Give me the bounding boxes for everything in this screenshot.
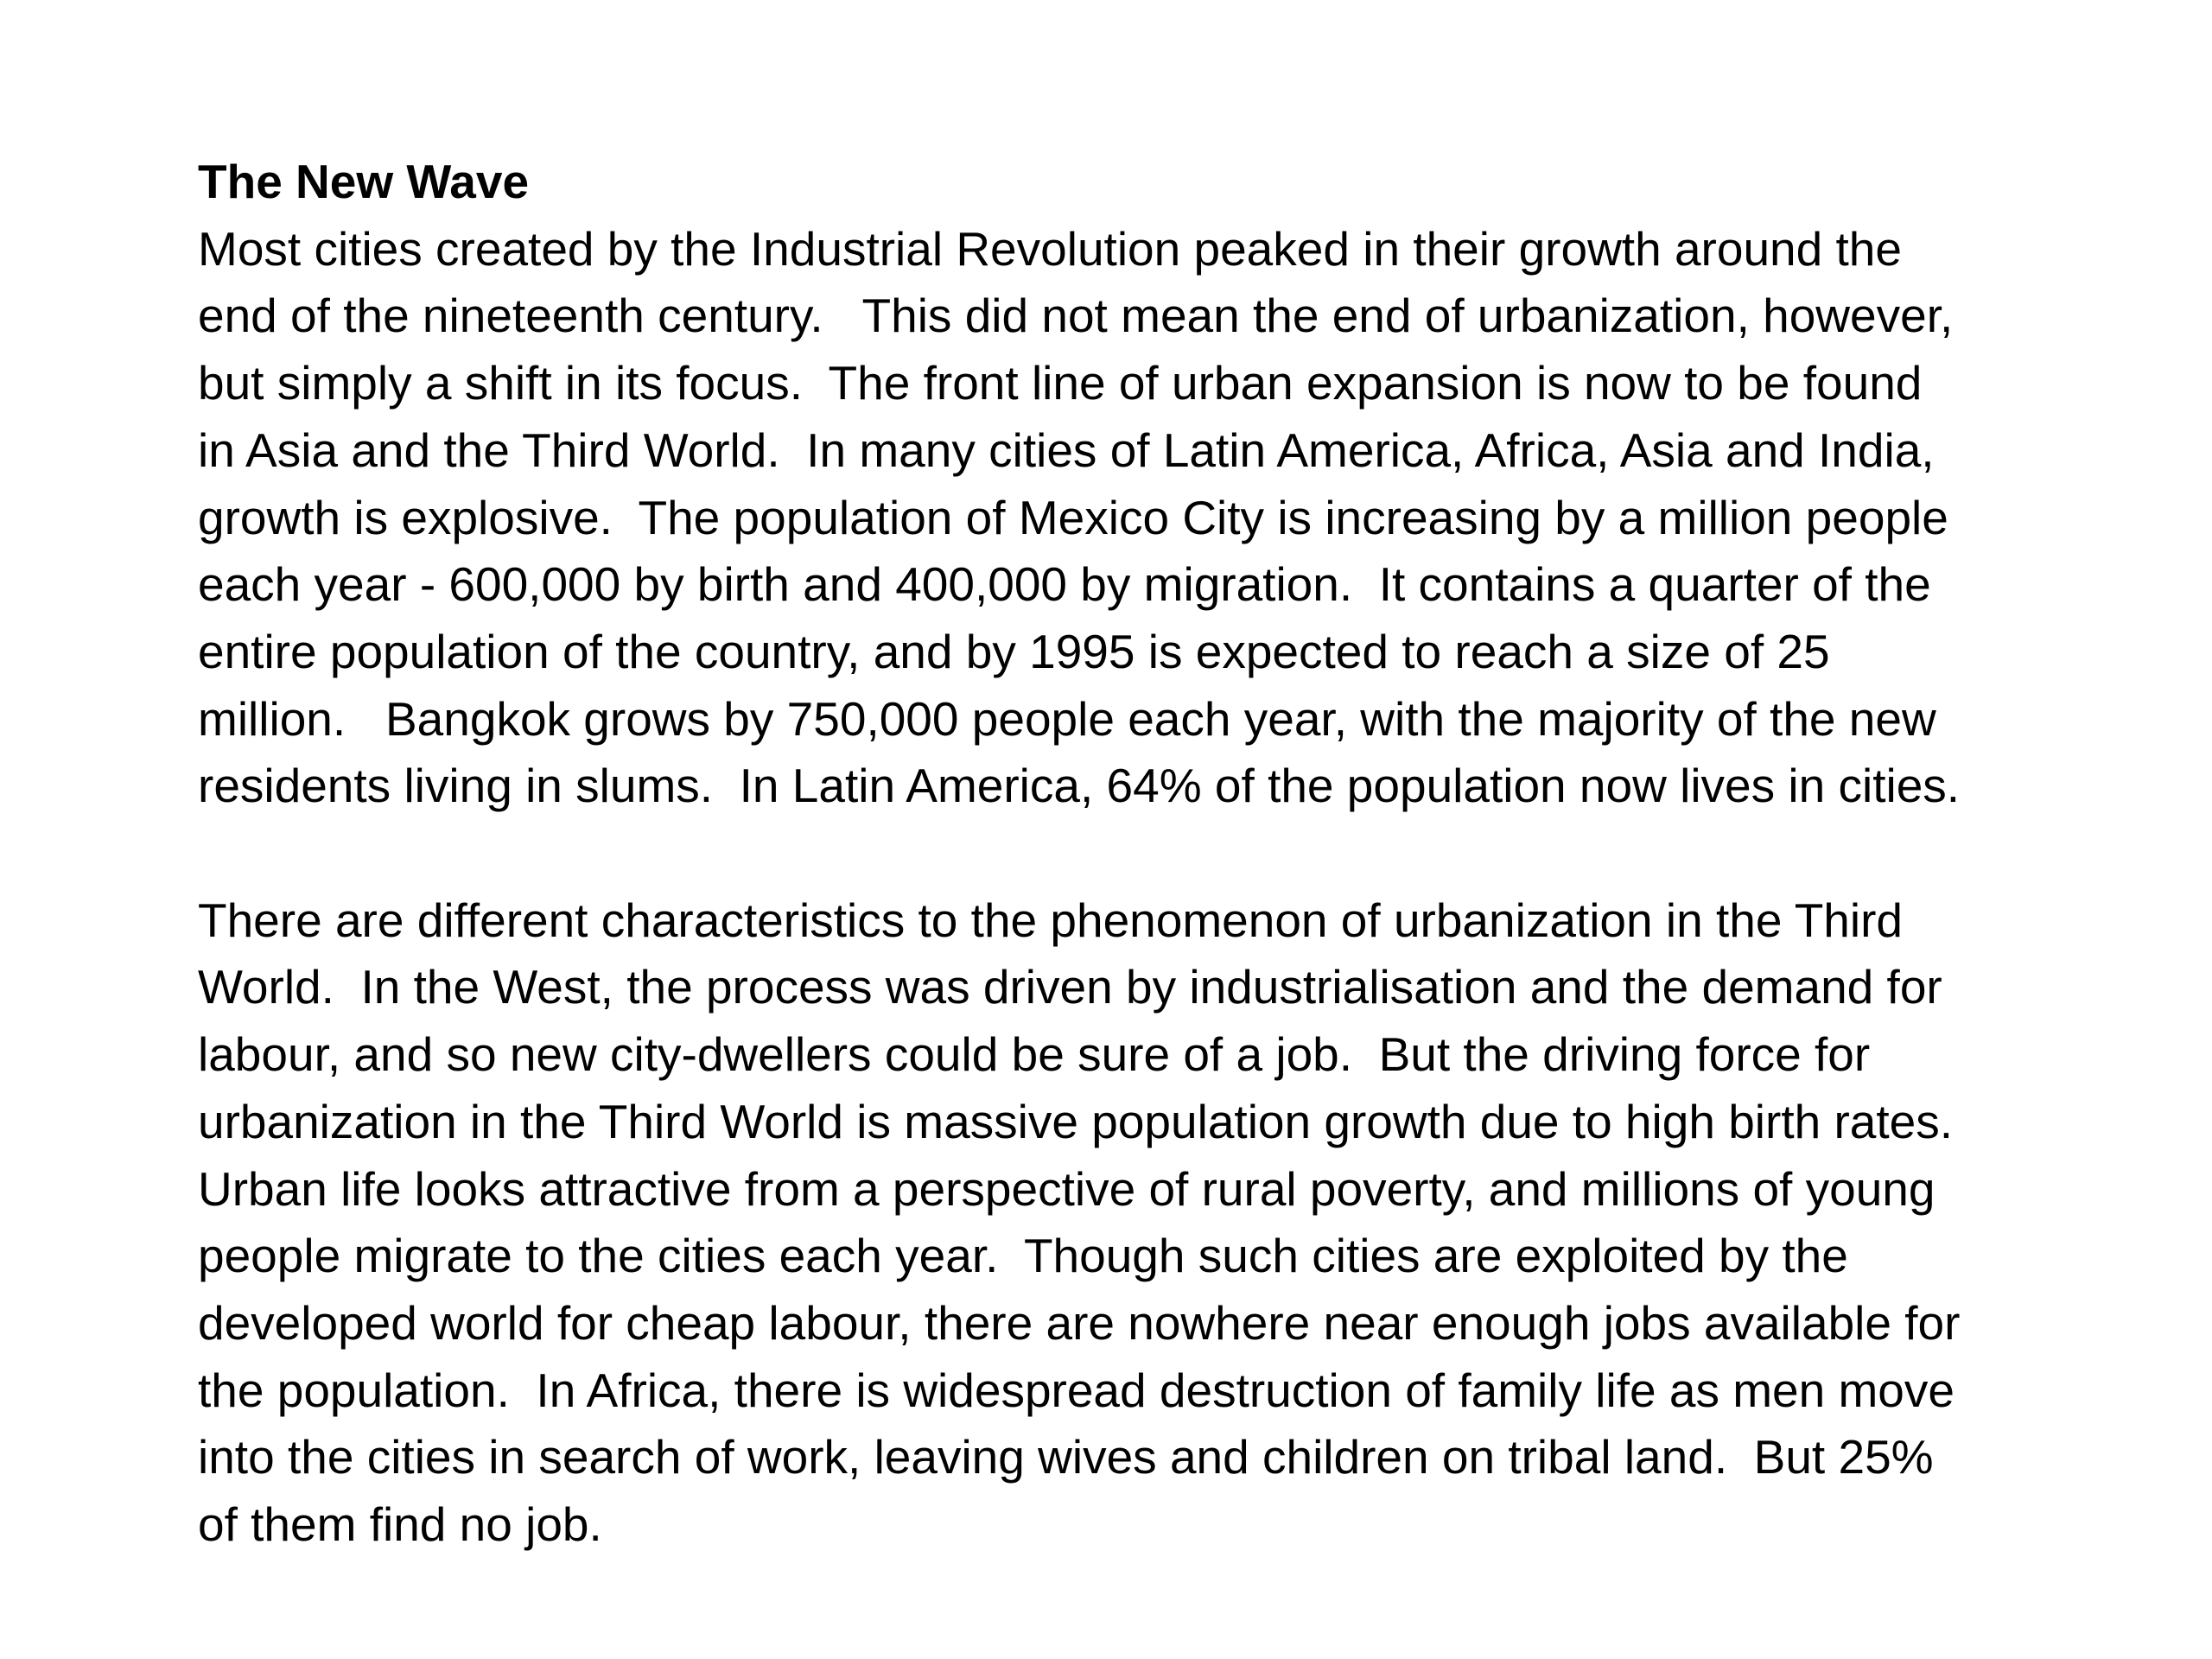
paragraph-2 <box>198 887 2185 1559</box>
paragraph-spacer <box>198 820 2185 887</box>
text-line: end of the nineteenth century. This did not mean the end of urbanization, however, <box>198 289 1954 343</box>
text-line: million. Bangkok grows by 750,000 people each year, with the majority of the new <box>198 691 1936 746</box>
text-line: growth is explosive. The population of Mexico City is increasing by a million people <box>198 490 1948 544</box>
text-line: developed world for cheap labour, there are nowhere near enough jobs available for <box>198 1295 1961 1350</box>
text-line: labour, and so new city-dwellers could be sure of a job. But the driving force for <box>198 1027 1871 1082</box>
text-line: urbanization in the Third World is massive population growth due to high birth rates. <box>198 1094 1954 1148</box>
text-line: residents living in slums. In Latin America, 64% of the population now lives in cities. <box>198 759 1961 813</box>
paragraph-1 <box>198 216 2185 820</box>
text-line: Urban life looks attractive from a perspective of rural poverty, and millions of young <box>198 1161 1936 1216</box>
text-line: the population. In Africa, there is widespread destruction of family life as men move <box>198 1363 1955 1417</box>
text-line: people migrate to the cities each year. Though such cities are exploited by the <box>198 1229 1848 1283</box>
text-line: World. In the West, the process was driven by industrialisation and the demand for <box>198 960 1942 1014</box>
text-block <box>198 149 2185 1559</box>
text-line: entire population of the country, and by 1995 is expected to reach a size of 25 <box>198 624 1830 678</box>
document-title: The New Wave <box>198 155 530 208</box>
text-line: into the cities in search of work, leaving wives and children on tribal land. But 25% <box>198 1430 1934 1484</box>
text-line: but simply a shift in its focus. The front line of urban expansion is now to be found <box>198 356 1923 410</box>
text-line: in Asia and the Third World. In many cities of Latin America, Africa, Asia and India, <box>198 423 1935 477</box>
text-line: of them find no job. <box>198 1497 602 1552</box>
text-line: There are different characteristics to the phenomenon of urbanization in the Third <box>198 893 1904 947</box>
text-line: each year - 600,000 by birth and 400,000 by migration. It contains a quarter of the <box>198 557 1931 612</box>
text-line: Most cities created by the Industrial Revolution peaked in their growth around the <box>198 221 1902 276</box>
